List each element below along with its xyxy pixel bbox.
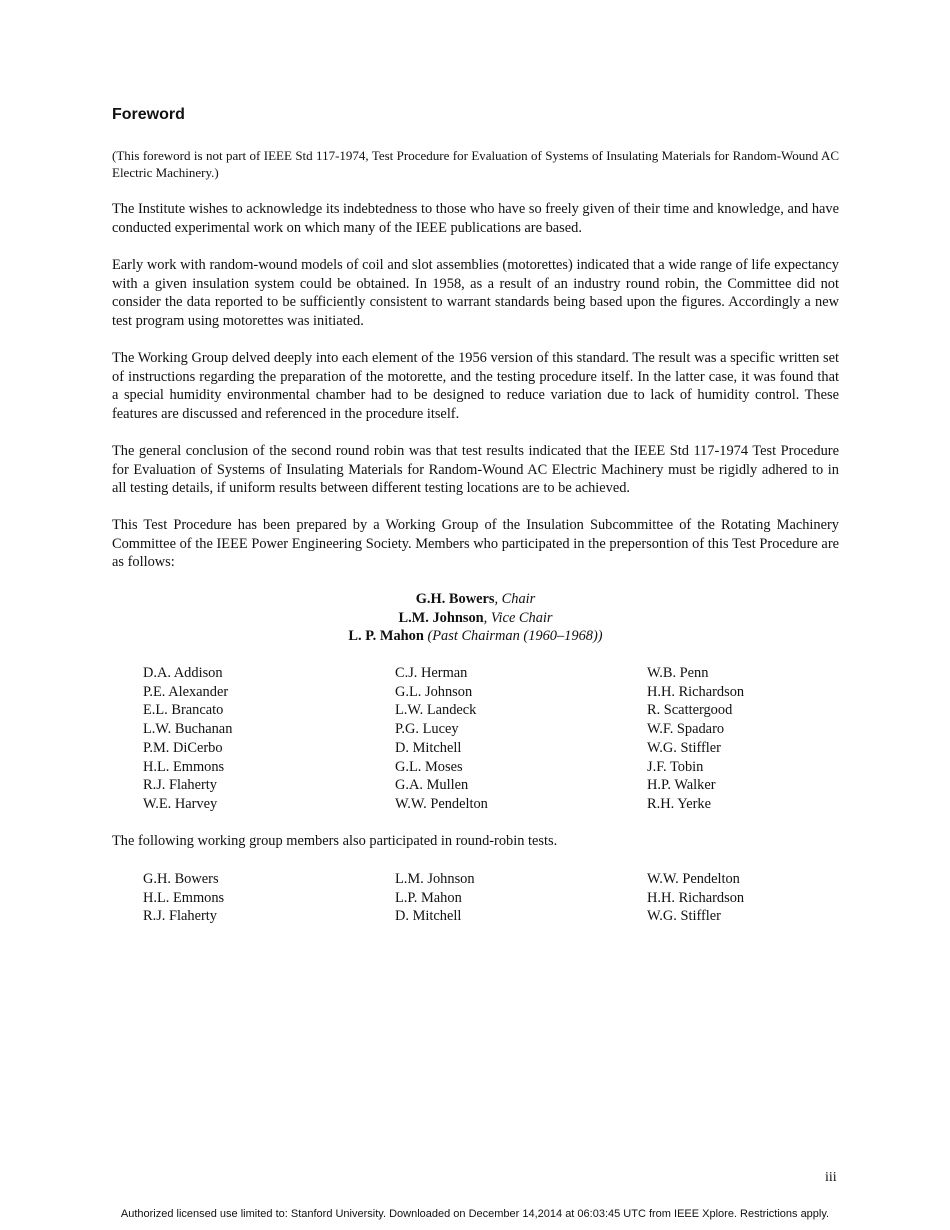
officer-past-chair: L. P. Mahon (Past Chairman (1960–1968)) [348,628,603,645]
member-name: H.L. Emmons [143,889,225,906]
member-name: H.L. Emmons [143,758,225,775]
member-name: L.M. Johnson [395,871,475,887]
member-name: P.M. DiCerbo [143,739,223,756]
member-name: P.E. Alexander [143,683,229,700]
member-name: W.G. Stiffler [647,739,721,756]
round-robin-column-1 [143,870,395,926]
round-robin-grid [143,870,843,926]
round-robin-column-2 [395,870,647,926]
member-name: L.P. Mahon [395,889,462,906]
members-column-1 [143,664,395,814]
member-name: C.J. Herman [395,665,468,681]
paragraph-5: This Test Procedure has been prepared by a Working Group of the Insulation Subcommittee of the Rotating Machinery Committee of the IEEE Power Engineering Society. Members who participated in the prepersontion of this Test Procedure are as follows: [112,517,839,571]
member-name: W.E. Harvey [143,795,218,812]
round-robin-intro: The following working group members also participated in round-robin tests. [112,833,558,849]
member-name: L.W. Landeck [395,702,477,719]
foreword-note: (This foreword is not part of IEEE Std 117-1974, Test Procedure for Evaluation of Systems of Insulating Materials for Random-Wound AC Electric Machinery.) [112,148,839,180]
round-robin-column-3 [647,870,847,926]
member-name: G.L. Johnson [395,683,473,700]
member-name: G.L. Moses [395,758,463,775]
member-name: R.J. Flaherty [143,908,217,925]
member-name: L.W. Buchanan [143,721,233,738]
member-name: R.H. Yerke [647,795,711,812]
paragraph-3: The Working Group delved deeply into each element of the 1956 version of this standard. The result was a specific written set of instructions regarding the preparation of the motorette, and the testing procedure itself. In the latter case, it was found that a special humidity environmental chamber had to be designed to reduce variation due to lack of humidity control. These features are discussed and referenced in the procedure itself. [112,350,839,423]
member-name: E.L. Brancato [143,702,224,719]
officers-list [112,590,839,646]
members-grid [143,664,843,814]
paragraph-2: Early work with random-wound models of coil and slot assemblies (motorettes) indicated that a wide range of life expectancy with a given insulation system could be obtained. In 1958, as a result of an industry round robin, the Committee did not consider the data reported to be sufficiently consistent to warrant standards being based upon the figures. Accordingly a new test program using motorettes was initiated. [112,257,839,330]
member-name: R. Scattergood [647,702,733,719]
officer-chair: G.H. Bowers, Chair [415,591,536,607]
license-footer: Authorized licensed use limited to: Stanford University. Downloaded on December 14,2014 at 06:03:45 UTC from IEEE Xplore. Restrictions apply. [120,1208,830,1220]
member-name: G.H. Bowers [143,871,219,887]
member-name: G.A. Mullen [395,777,469,794]
members-column-2 [395,664,647,814]
member-name: H.H. Richardson [647,683,745,700]
member-name: H.H. Richardson [647,889,745,906]
member-name: W.G. Stiffler [647,908,721,925]
paragraph-1: The Institute wishes to acknowledge its indebtedness to those who have so freely given of their time and knowledge, and have conducted experimental work on which many of the IEEE publications are based. [112,201,839,236]
paragraph-4: The general conclusion of the second round robin was that test results indicated that the IEEE Std 117-1974 Test Procedure for Evaluation of Systems of Insulating Materials for Random-Wound AC Electric Machinery must be rigidly adhered to in all testing details, if uniform results between different testing locations are to be achieved. [112,443,839,497]
member-name: P.G. Lucey [395,721,459,738]
member-name: W.W. Pendelton [647,871,740,887]
members-column-3 [647,664,847,814]
member-name: W.W. Pendelton [395,795,488,812]
page-number: iii [825,1170,837,1185]
member-name: J.F. Tobin [647,758,704,775]
officer-vice-chair: L.M. Johnson, Vice Chair [398,609,553,626]
member-name: H.P. Walker [647,777,716,794]
section-heading: Foreword [112,106,185,123]
member-name: D. Mitchell [395,739,462,756]
member-name: W.B. Penn [647,665,709,681]
member-name: R.J. Flaherty [143,777,217,794]
member-name: D. Mitchell [395,908,462,925]
member-name: W.F. Spadaro [647,721,725,738]
member-name: D.A. Addison [143,665,223,681]
